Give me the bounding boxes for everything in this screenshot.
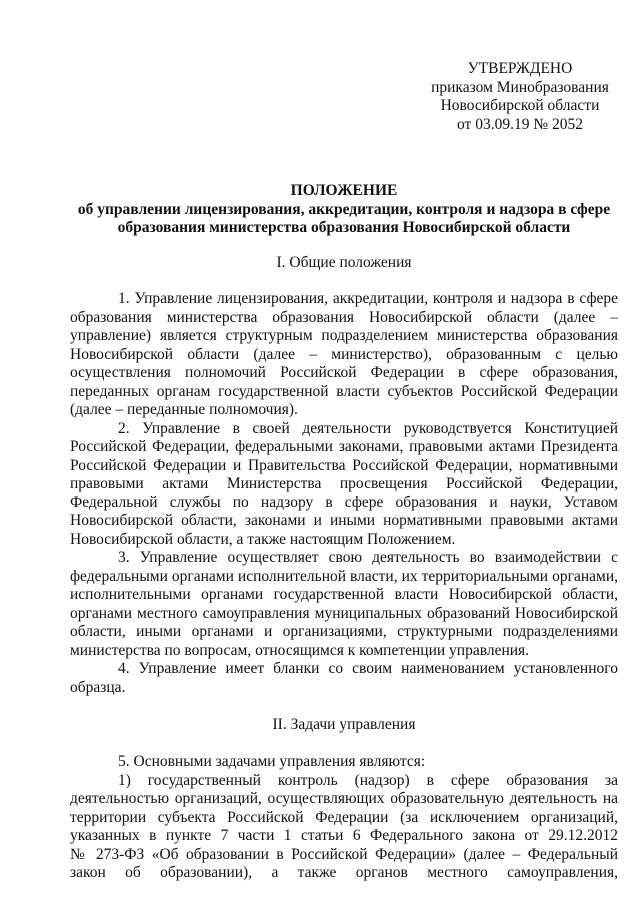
paragraph-line: 1. Управление лицензирования, аккредитации, контроля и надзора в сфере <box>118 290 618 307</box>
paragraph-line: 2. Управление в своей деятельности руководствуется Конституцией <box>118 419 618 437</box>
paragraph-line: переданных органам государственной власти субъектов Российской Федерации <box>70 382 618 400</box>
paragraph-line: образования министерства образования Новосибирской области (далее – <box>70 308 618 326</box>
paragraph-line: министерства по вопросам, относящимся к компетенции управления. <box>70 641 530 659</box>
paragraph-1 <box>70 290 618 420</box>
paragraph-line: Российской Федерации и Правительства Российской Федерации, нормативными <box>70 456 618 474</box>
paragraph-line: Новосибирской области (далее – министерство), образованным с целью <box>70 345 618 363</box>
paragraph-line: Федеральной службы по надзору в сфере образования и науки, Уставом <box>70 493 618 511</box>
paragraph-line: федеральными органами исполнительной власти, их территориальными органами, <box>70 567 618 585</box>
paragraph-line: Новосибирской области, законами и иными нормативными правовыми актами <box>70 512 618 529</box>
paragraph-line: Российской Федерации, федеральными законами, правовыми актами Президента <box>70 438 618 455</box>
paragraph-line: управление) является структурным подразделением министерства образования <box>70 327 618 344</box>
paragraph-line: указанных в пункте 7 части 1 статьи 6 Федерального закона от 29.12.2012 <box>70 827 618 844</box>
approval-line-2: приказом Минобразования <box>431 78 609 96</box>
paragraph-line: области, иными органами и организациями, структурными подразделениями <box>70 623 618 640</box>
title-line-1: ПОЛОЖЕНИЕ <box>290 182 398 199</box>
paragraph-line: 5. Основными задачами управления являются: <box>118 753 426 770</box>
paragraph-line: № 273-ФЗ «Об образовании в Российской Федерации» (далее – Федеральный <box>70 845 618 863</box>
paragraph-4 <box>70 660 618 697</box>
approval-line-1: УТВЕРЖДЕНО <box>467 60 573 77</box>
approval-line-3: Новосибирской области <box>440 97 600 114</box>
paragraph-line: правовыми актами Министерства просвещения Российской Федерации, <box>70 475 618 492</box>
paragraph-line: (далее – переданные полномочия). <box>70 401 298 418</box>
paragraph-line: органами местного самоуправления муниципальных образований Новосибирской <box>70 604 618 622</box>
section-heading-2: II. Задачи управления <box>272 716 416 733</box>
paragraph-line: 3. Управление осуществляет свою деятельность во взаимодействии с <box>118 549 618 566</box>
paragraph-line: закон об образовании), а также органов местного самоуправления, <box>70 864 618 881</box>
section-heading-1: I. Общие положения <box>276 254 412 271</box>
paragraph-line: деятельностью организаций, осуществляющих образовательную деятельность на <box>70 790 618 807</box>
approval-line-4: от 03.09.19 № 2052 <box>457 115 583 133</box>
document-title <box>70 182 618 238</box>
paragraph-line: 4. Управление имеет бланки со своим наименованием установленного <box>118 660 618 677</box>
paragraph-line: Новосибирской области, а также настоящим Положением. <box>70 530 456 548</box>
paragraph-5 <box>70 753 618 772</box>
paragraph-2 <box>70 420 618 550</box>
paragraph-line: исполнительными органами государственной власти Новосибирской области, <box>70 586 618 603</box>
title-line-3: образования министерства образования Новосибирской области <box>117 219 571 236</box>
paragraph-6 <box>70 772 618 883</box>
title-line-2: об управлении лицензирования, аккредитации, контроля и надзора в сфере <box>77 200 611 218</box>
approval-stamp <box>420 60 620 134</box>
paragraph-line: осуществления полномочий Российской Федерации в сфере образования, <box>70 364 618 381</box>
paragraph-line: 1) государственный контроль (надзор) в сфере образования за <box>118 771 618 789</box>
paragraph-line: образца. <box>70 678 126 696</box>
paragraph-3 <box>70 549 618 660</box>
paragraph-line: территории субъекта Российской Федерации (за исключением организаций, <box>70 808 618 826</box>
